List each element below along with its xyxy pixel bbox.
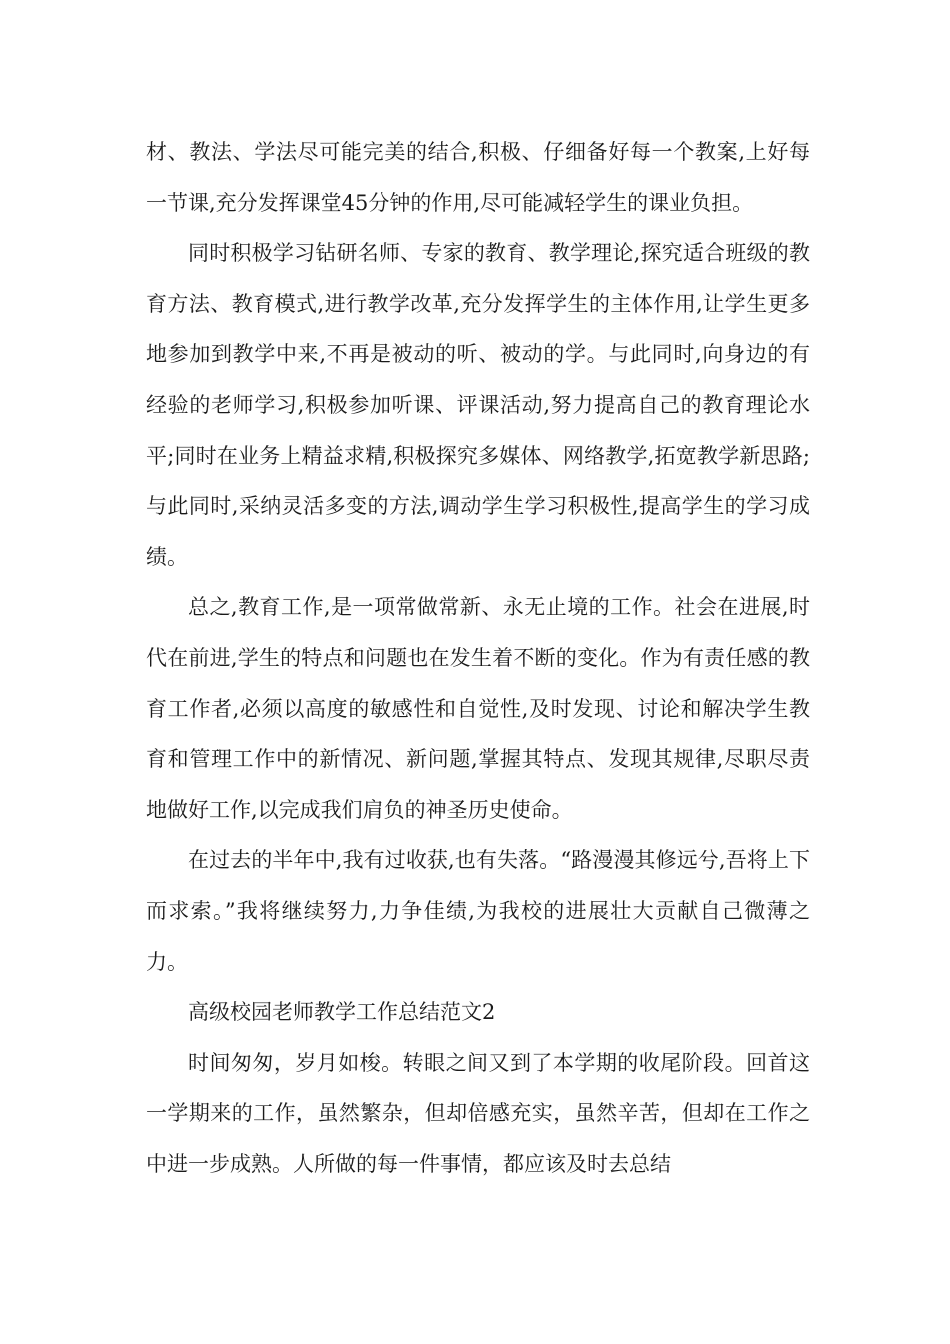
paragraph-reflection: 在过去的半年中,我有过收获,也有失落。“路漫漫其修远兮,吾将上下而求索。”我将继续努力,力争佳绩,为我校的进展壮大贡献自己微薄之力。 xyxy=(146,848,810,974)
paragraph-intro: 时间匆匆，岁月如梭。转眼之间又到了本学期的收尾阶段。回首这一学期来的工作，虽然繁杂，但却倍感充实，虽然辛苦，但却在工作之中进一步成熟。人所做的每一件事情，都应该及时去总结 xyxy=(146,1050,810,1176)
section-heading: 高级校园老师教学工作总结范文2 xyxy=(188,1000,496,1025)
paragraph-research: 同时积极学习钻研名师、专家的教育、教学理论,探究适合班级的教育方法、教育模式,进行教学改革,充分发挥学生的主体作用,让学生更多地参加到教学中来,不再是被动的听、被动的学。与此同时,向身边的有经验的老师学习,积极参加听课、评课活动,努力提高自己的教育理论水平;同时在业务上精益求精,积极探究多媒体、网络教学,拓宽教学新思路;与此同时,采纳灵活多变的方法,调动学生学习积极性,提高学生的学习成绩。 xyxy=(146,241,810,569)
paragraph-conclusion: 总之,教育工作,是一项常做常新、永无止境的工作。社会在进展,时代在前进,学生的特点和问题也在发生着不断的变化。作为有责任感的教育工作者,必须以高度的敏感性和自觉性,及时发现、讨论和解决学生教育和管理工作中的新情况、新问题,掌握其特点、发现其规律,尽职尽责地做好工作,以完成我们肩负的神圣历史使命。 xyxy=(146,595,810,822)
document-page xyxy=(146,127,810,1189)
paragraph-continuation: 材、教法、学法尽可能完美的结合,积极、仔细备好每一个教案,上好每一节课,充分发挥课堂45分钟的作用,尽可能减轻学生的课业负担。 xyxy=(146,140,810,215)
